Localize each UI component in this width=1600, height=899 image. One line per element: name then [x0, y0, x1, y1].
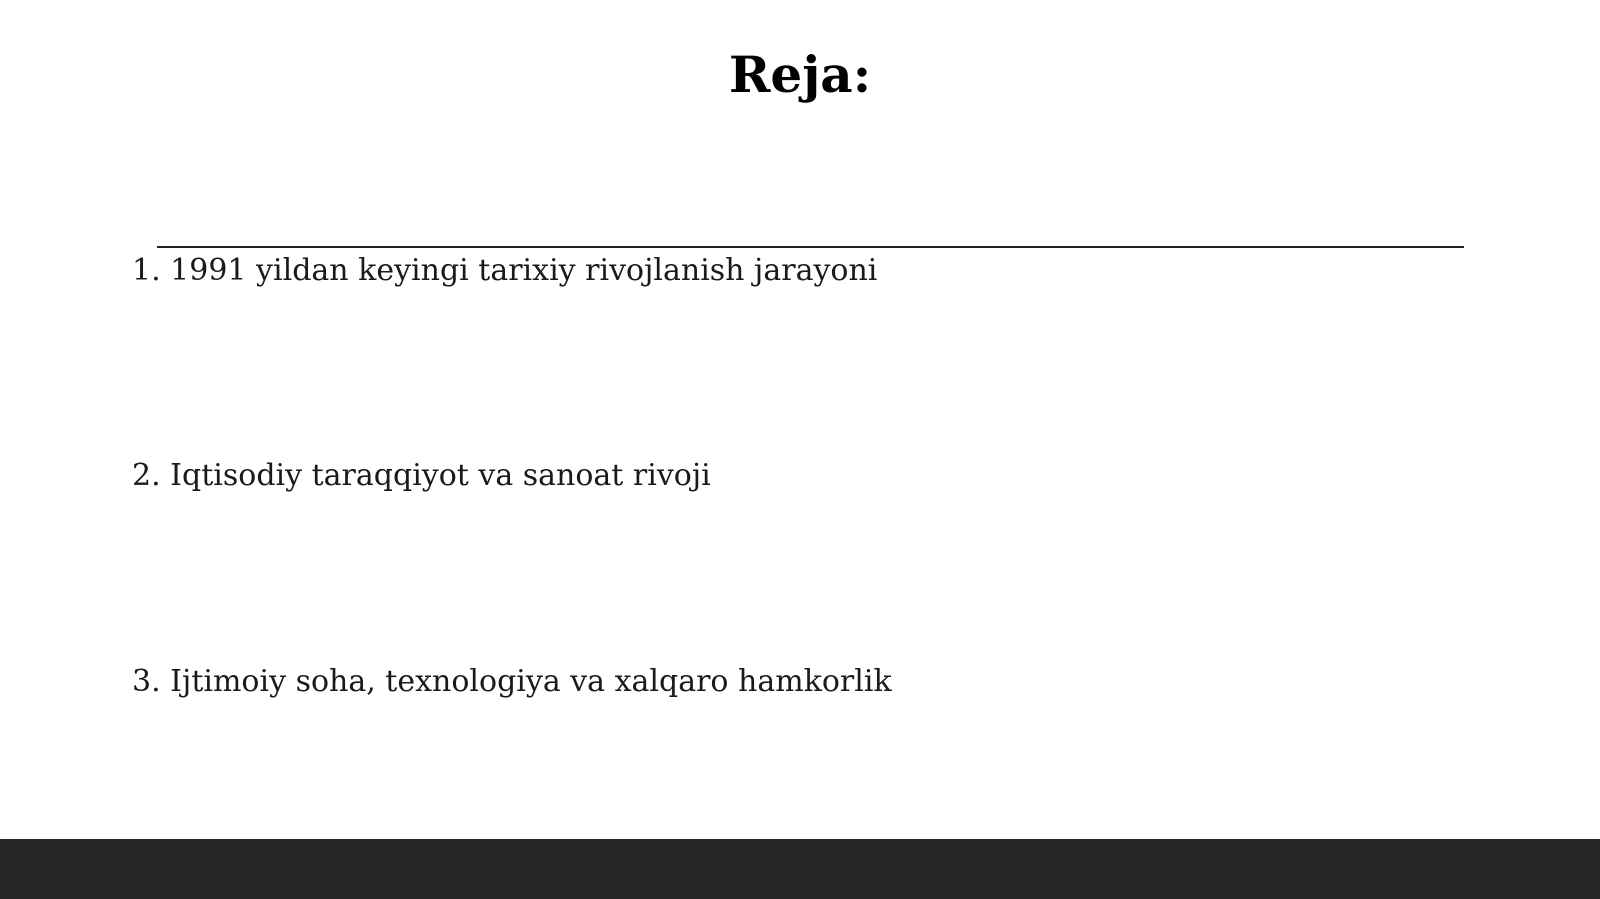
slide-title: Reja:: [728, 45, 872, 104]
plan-item-text: 1991 yildan keyingi tarixiy rivojlanish jarayoni: [170, 253, 878, 288]
footer-bar: [0, 839, 1600, 899]
plan-item-2: [132, 456, 711, 496]
plan-item-text: Ijtimoiy soha, texnologiya va xalqaro hamkorlik: [170, 664, 892, 699]
plan-item-text: Iqtisodiy taraqqiyot va sanoat rivoji: [170, 458, 711, 493]
plan-item-number: 1.: [132, 253, 161, 288]
plan-item-1: [132, 251, 877, 291]
plan-item-3: [132, 662, 892, 702]
plan-item-number: 3.: [132, 664, 161, 699]
plan-item-number: 2.: [132, 458, 161, 493]
